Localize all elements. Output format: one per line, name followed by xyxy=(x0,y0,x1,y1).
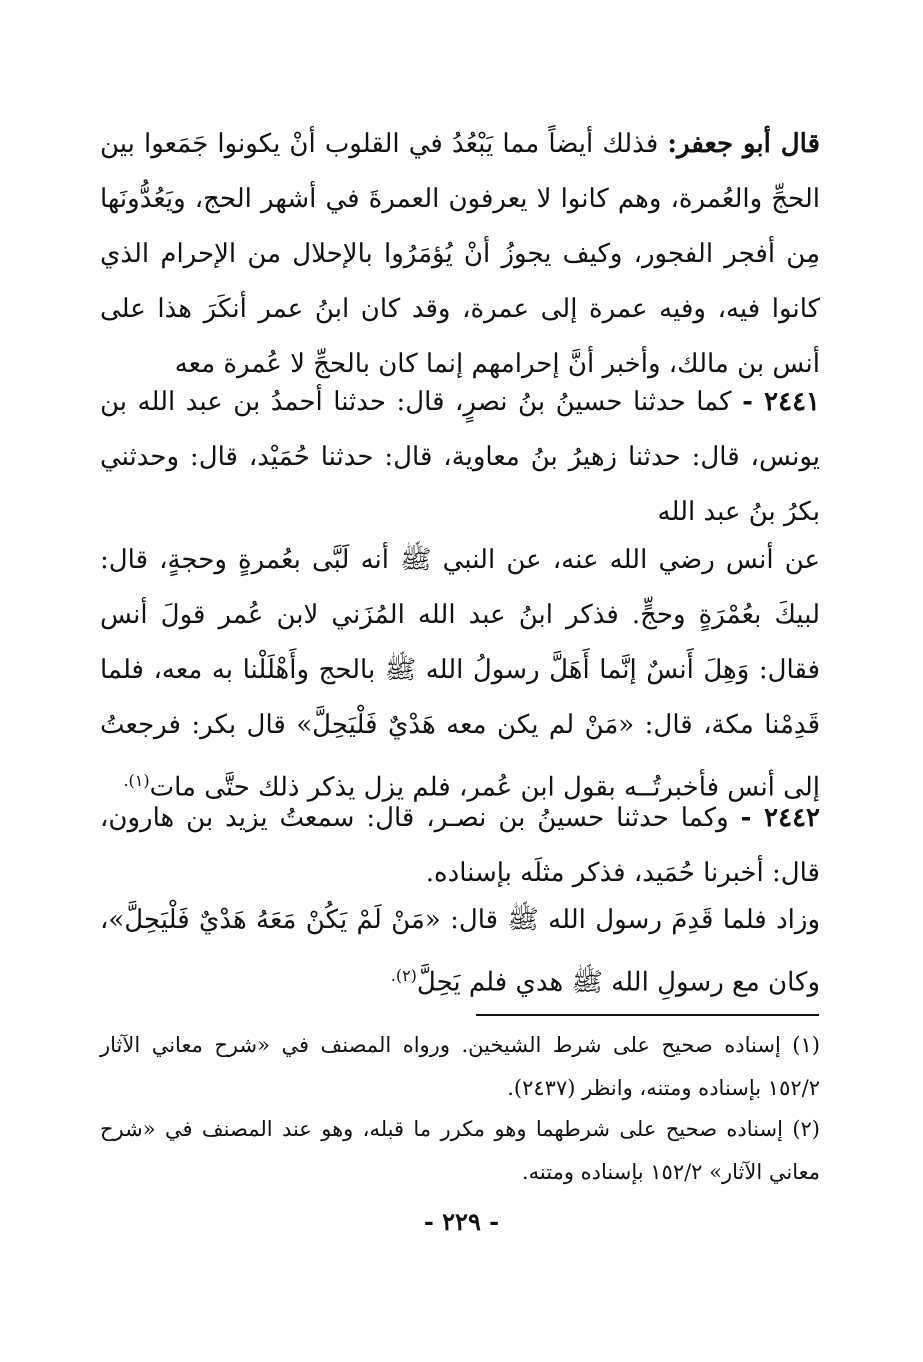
hadith-text: عن أنس رضي الله عنه، عن النبي ﷺ أنه لَبَّى بعُمرةٍ وحجةٍ، قال: لبيكَ بعُمْرَةٍ وحجٍّ. فذكر ابنُ عبد الله المُزَني لابن عُمر قولَ أنس فقال: وَهِلَ أَنسٌ إنَّما أَهَلَّ رسولُ الله ﷺ بالحج وأَهْلَلْنا به معه، فلما قَدِمْنا مكة، قال: «مَنْ لم يكن معه هَدْيٌ فَلْيَحِلَّ» قال بكر: فرجعتُ إلى أنس فأخبرتُــه بقول ابن عُمر، فلم يزل يذكر ذلك حتَّى مات xyxy=(100,545,820,803)
footnote-divider xyxy=(476,1014,819,1016)
paragraph-text: فذلك أيضاً مما يَبْعُدُ في القلوب أنْ يكونوا جَمَعوا بين الحجِّ والعُمرة، وهم كانوا لا يعرفون العمرةَ في أشهر الحج، ويَعُدُّونَها مِن أفجر الفجور، وكيف يجوزُ أنْ يُؤمَرُوا بالإحلال من الإحرام الذي كانوا فيه، وفيه عمرة إلى عمرة، وقد كان ابنُ عمر أنكَرَ هذا على أنس بن مالك، وأخبر أنَّ إحرامهم إنما كان بالحجِّ لا عُمرة معه xyxy=(100,129,820,379)
footnote-ref: (٢). xyxy=(390,966,417,985)
hadith-number: ٢٤٤٢ - xyxy=(740,803,820,833)
hadith-2442-body xyxy=(100,893,820,1011)
isnad-text: كما حدثنا حسينُ بنُ نصرٍ، قال: حدثنا أحمدُ بن عبد الله بن يونس، قال: حدثنا زهيرُ بنُ معاوية، قال: حدثنا حُمَيْد، قال: وحدثني بكرُ بنُ عبد الله xyxy=(100,387,820,527)
hadith-2442-isnad xyxy=(100,791,820,901)
hadith-2441-isnad xyxy=(100,375,820,540)
hadith-2441-body xyxy=(100,533,820,816)
hadith-number: ٢٤٤١ - xyxy=(742,387,821,417)
paragraph-abu-jafar xyxy=(100,117,820,392)
footnote-2: (٢) إسناده صحيح على شرطهما وهو مكرر ما قبله، وهو عند المصنف في «شرح معاني الآثار» ١٥٢/٢ بإسناده ومتنه. xyxy=(100,1117,820,1184)
footnote-ref: (١). xyxy=(123,771,150,790)
isnad-text: وكما حدثنا حسينُ بن نصـر، قال: سمعتُ يزيد بن هارون، قال: أخبرنا حُمَيد، فذكر مثلَه بإسناده. xyxy=(100,803,820,888)
page-number: - ٢٢٩ - xyxy=(423,1207,500,1236)
paragraph-lead: قال أبو جعفر: xyxy=(667,129,821,159)
hadith-text: وزاد فلما قَدِمَ رسول الله ﷺ قال: «مَنْ لَمْ يَكُنْ مَعَهُ هَدْيٌ فَلْيَحِلَّ»، وكان مع رسولِ الله ﷺ هدي فلم يَحِلَّ xyxy=(100,905,820,998)
footnote-1: (١) إسناده صحيح على شرط الشيخين. ورواه المصنف في «شرح معاني الآثار ١٥٢/٢ بإسناده ومتنه، وانظر (٢٤٣٧). xyxy=(100,1033,820,1100)
